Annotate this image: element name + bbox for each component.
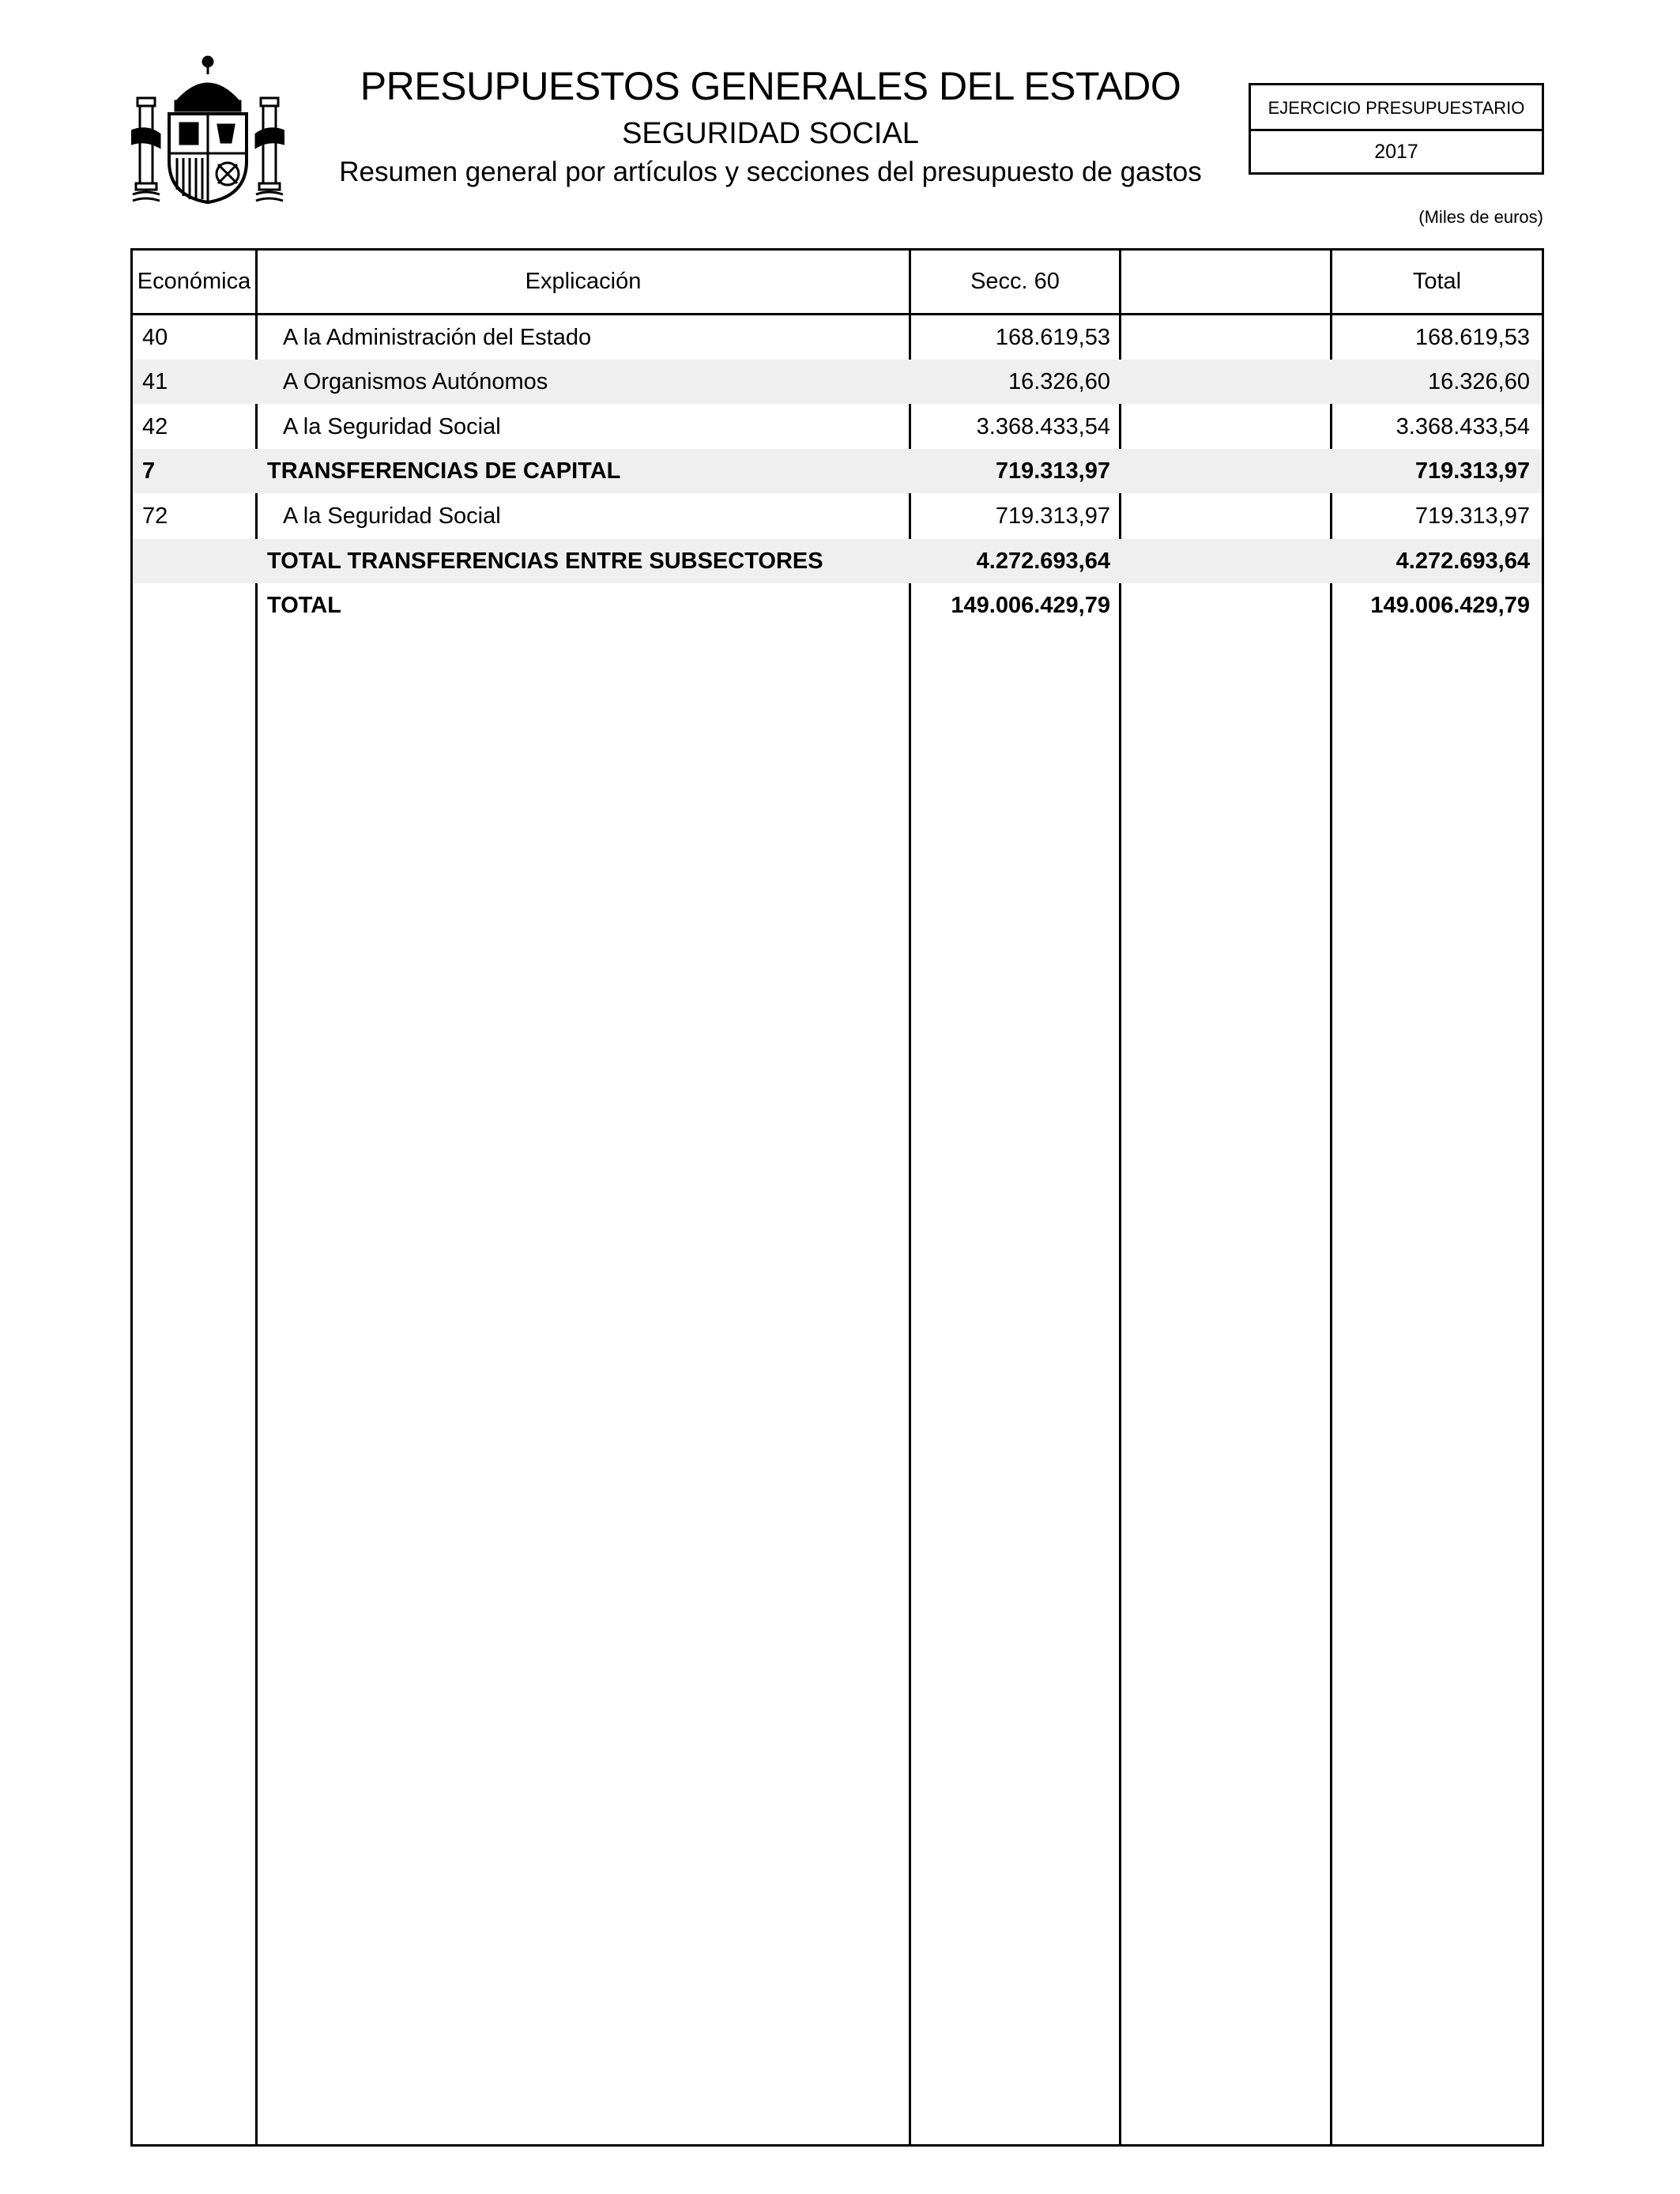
cell-explicacion: A Organismos Autónomos bbox=[283, 369, 548, 394]
table-row bbox=[133, 360, 1542, 404]
cell-economica: 40 bbox=[142, 325, 168, 350]
cell-explicacion: TOTAL bbox=[267, 593, 341, 618]
cell-secc-60: 149.006.429,79 bbox=[951, 593, 1110, 618]
cell-economica: 72 bbox=[142, 503, 168, 529]
table-row bbox=[133, 539, 1542, 583]
cell-economica: 42 bbox=[142, 414, 168, 439]
column-header-empty bbox=[1121, 251, 1330, 313]
table-row bbox=[133, 449, 1542, 493]
cell-secc-60: 4.272.693,64 bbox=[976, 548, 1110, 574]
cell-total: 149.006.429,79 bbox=[1370, 593, 1530, 618]
cell-economica: 7 bbox=[142, 458, 156, 484]
table-row bbox=[133, 583, 1542, 628]
page-subtitle: SEGURIDAD SOCIAL bbox=[622, 117, 919, 150]
cell-economica: 41 bbox=[142, 369, 168, 394]
cell-explicacion: A la Administración del Estado bbox=[283, 325, 592, 350]
units-label: (Miles de euros) bbox=[1418, 207, 1543, 227]
coat-of-arms-icon bbox=[131, 52, 284, 207]
cell-total: 719.313,97 bbox=[1414, 458, 1530, 484]
table-row bbox=[133, 315, 1542, 360]
cell-total: 4.272.693,64 bbox=[1396, 548, 1530, 574]
budget-table bbox=[130, 248, 1544, 2147]
page-description: Resumen general por artículos y secciones del presupuesto de gastos bbox=[339, 156, 1202, 187]
cell-explicacion: TRANSFERENCIAS DE CAPITAL bbox=[267, 458, 621, 484]
cell-total: 3.368.433,54 bbox=[1396, 414, 1530, 439]
cell-total: 719.313,97 bbox=[1414, 503, 1530, 529]
page-title: PRESUPUESTOS GENERALES DEL ESTADO bbox=[360, 64, 1181, 108]
cell-secc-60: 16.326,60 bbox=[1008, 369, 1110, 394]
table-row bbox=[133, 494, 1542, 538]
table-row bbox=[133, 405, 1542, 449]
ejercicio-box bbox=[1249, 83, 1544, 175]
cell-secc-60: 719.313,97 bbox=[995, 503, 1110, 529]
cell-secc-60: 719.313,97 bbox=[995, 458, 1110, 484]
column-header-total: Total bbox=[1412, 269, 1462, 294]
cell-total: 168.619,53 bbox=[1414, 325, 1530, 350]
cell-secc-60: 168.619,53 bbox=[995, 325, 1110, 350]
column-header-economica: Económica bbox=[137, 269, 251, 294]
column-header-explicacion: Explicación bbox=[525, 269, 642, 294]
cell-total: 16.326,60 bbox=[1427, 369, 1530, 394]
ejercicio-label: EJERCICIO PRESUPUESTARIO bbox=[1251, 85, 1542, 131]
column-header-secc-60: Secc. 60 bbox=[970, 269, 1060, 294]
cell-explicacion: A la Seguridad Social bbox=[283, 414, 501, 439]
cell-explicacion: A la Seguridad Social bbox=[283, 503, 501, 529]
cell-explicacion: TOTAL TRANSFERENCIAS ENTRE SUBSECTORES bbox=[267, 548, 823, 574]
ejercicio-year: 2017 bbox=[1374, 141, 1418, 163]
cell-secc-60: 3.368.433,54 bbox=[976, 414, 1110, 439]
